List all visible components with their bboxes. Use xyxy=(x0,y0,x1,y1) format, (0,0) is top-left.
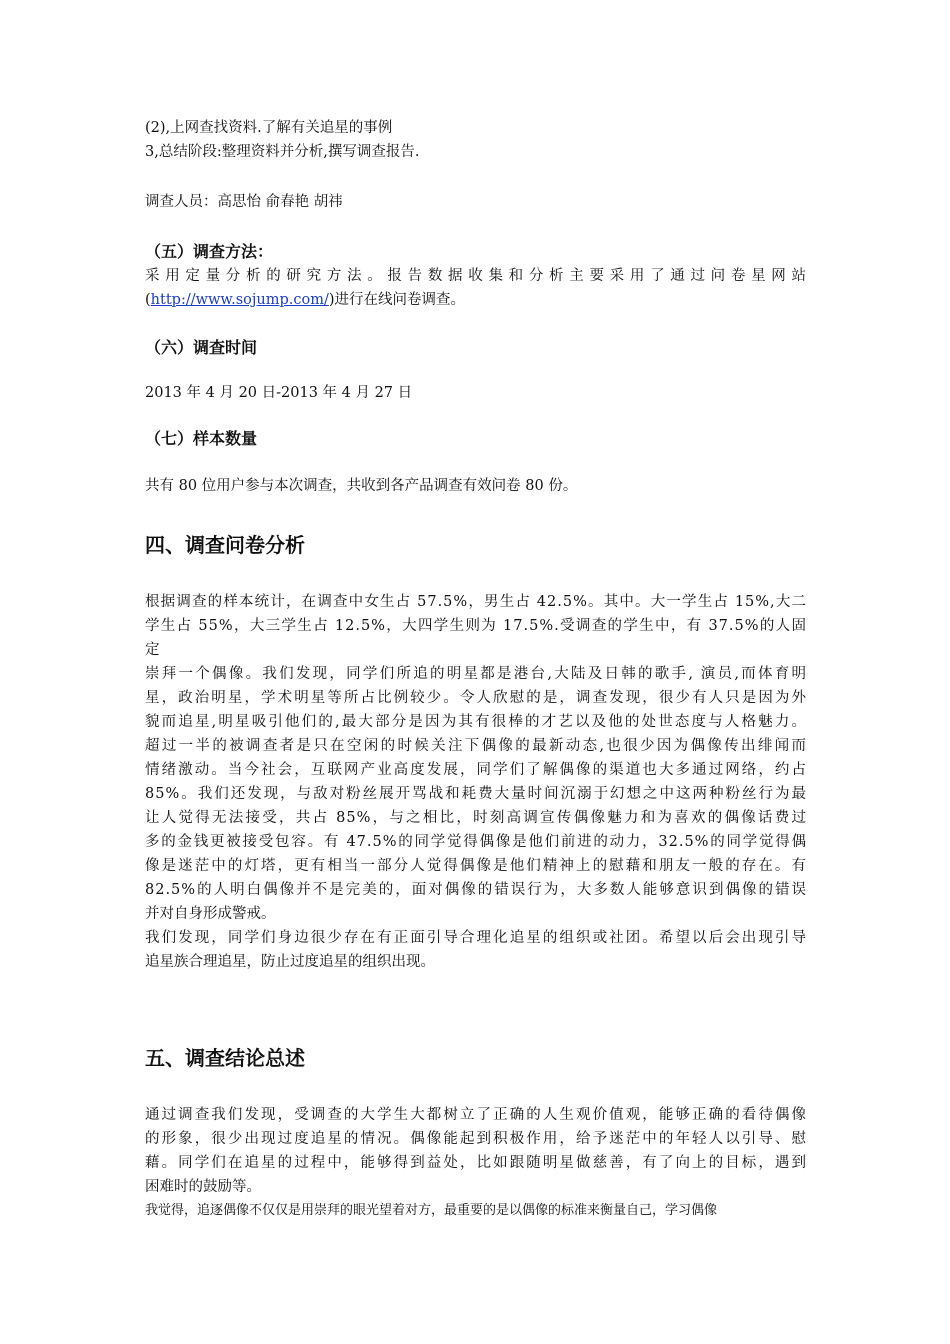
paragraph-line: 貌而追星,明星吸引他们的,最大部分是因为其有很棒的才艺以及他的处世态度与人格魅力。 xyxy=(145,714,807,730)
investigators-line: 调查人员：高思怡 俞春艳 胡祎 xyxy=(145,194,343,210)
paragraph-line: 通过调查我们发现，受调查的大学生大都树立了正确的人生观价值观，能够正确的看待偶像 xyxy=(145,1107,807,1123)
link-open-paren: ( xyxy=(145,292,151,308)
section-5-heading: （五）调查方法： xyxy=(145,242,274,261)
section-7-body: 共有 80 位用户参与本次调查，共收到各产品调查有效问卷 80 份。 xyxy=(145,478,578,494)
paragraph-line: 藉。同学们在追星的过程中，能够得到益处，比如跟随明星做慈善，有了向上的目标，遇到 xyxy=(145,1155,807,1171)
section-6-body: 2013 年 4 月 20 日-2013 年 4 月 27 日 xyxy=(145,385,413,401)
paragraph-line: 82.5%的人明白偶像并不是完美的，面对偶像的错误行为，大多数人能够意识到偶像的错误 xyxy=(145,882,807,898)
section-6-heading: （六）调查时间 xyxy=(145,338,258,357)
part-5-paragraph xyxy=(145,1103,807,1199)
paragraph-line: 困难时的鼓励等。 xyxy=(145,1179,261,1195)
paragraph-line: 学生占 55%，大三学生占 12.5%，大四学生则为 17.5%.受调查的学生中，有 37.5%的人固定 xyxy=(145,618,807,658)
section-5-line-2 xyxy=(145,288,807,312)
paragraph-line: 情绪激动。当今社会，互联网产业高度发展，同学们了解偶像的渠道也大多通过网络，约占 xyxy=(145,762,807,778)
paragraph-line: 根据调查的样本统计，在调查中女生占 57.5%，男生占 42.5%。其中。大一学生占 15%,大二 xyxy=(145,594,807,610)
paragraph-line: 让人觉得无法接受，共占 85%，与之相比，时刻高调宣传偶像魅力和为喜欢的偶像话费过 xyxy=(145,810,807,826)
part-5-last-line: 我觉得，追逐偶像不仅仅是用崇拜的眼光望着对方，最重要的是以偶像的标准来衡量自己，学习偶像 xyxy=(145,1203,718,1218)
paragraph-line: 多的金钱更被接受包容。有 47.5%的同学觉得偶像是他们前进的动力，32.5%的同学觉得偶 xyxy=(145,834,807,850)
paragraph-line: 我们发现，同学们身边很少存在有正面引导合理化追星的组织或社团。希望以后会出现引导 xyxy=(145,930,807,946)
paragraph-line: 并对自身形成警戒。 xyxy=(145,906,276,922)
paragraph-line: 星，政治明星，学术明星等所占比例较少。令人欣慰的是，调查发现，很少有人只是因为外 xyxy=(145,690,807,706)
paragraph-line: 像是迷茫中的灯塔，更有相当一部分人觉得偶像是他们精神上的慰藉和朋友一般的存在。有 xyxy=(145,858,807,874)
method-step-3: 3,总结阶段:整理资料并分析,撰写调查报告. xyxy=(145,144,420,160)
section-5-line-1: 采用定量分析的研究方法。报告数据收集和分析主要采用了通过问卷星网站 xyxy=(145,268,807,284)
section-7-heading: （七）样本数量 xyxy=(145,429,258,448)
survey-site-link[interactable]: http://www.sojump.com/ xyxy=(150,292,329,308)
paragraph-line: 超过一半的被调查者是只在空闲的时候关注下偶像的最新动态,也很少因为偶像传出绯闻而 xyxy=(145,738,807,754)
method-step-2: (2),上网查找资料.了解有关追星的事例 xyxy=(145,120,393,136)
paragraph-line: 的形象，很少出现过度追星的情况。偶像能起到积极作用，给予迷茫中的年轻人以引导、慰 xyxy=(145,1131,807,1147)
paragraph-line: 追星族合理追星，防止过度追星的组织出现。 xyxy=(145,954,435,970)
part-5-heading: 五、调查结论总述 xyxy=(145,1046,305,1070)
paragraph-line: 85%。我们还发现，与敌对粉丝展开骂战和耗费大量时间沉溺于幻想之中这两种粉丝行为最 xyxy=(145,786,807,802)
section-5-line-2-rest: )进行在线问卷调查。 xyxy=(328,292,466,308)
part-4-heading: 四、调查问卷分析 xyxy=(145,533,305,557)
paragraph-line: 崇拜一个偶像。我们发现，同学们所追的明星都是港台,大陆及日韩的歌手, 演员,而体育明 xyxy=(145,666,807,682)
part-4-paragraph xyxy=(145,590,807,974)
